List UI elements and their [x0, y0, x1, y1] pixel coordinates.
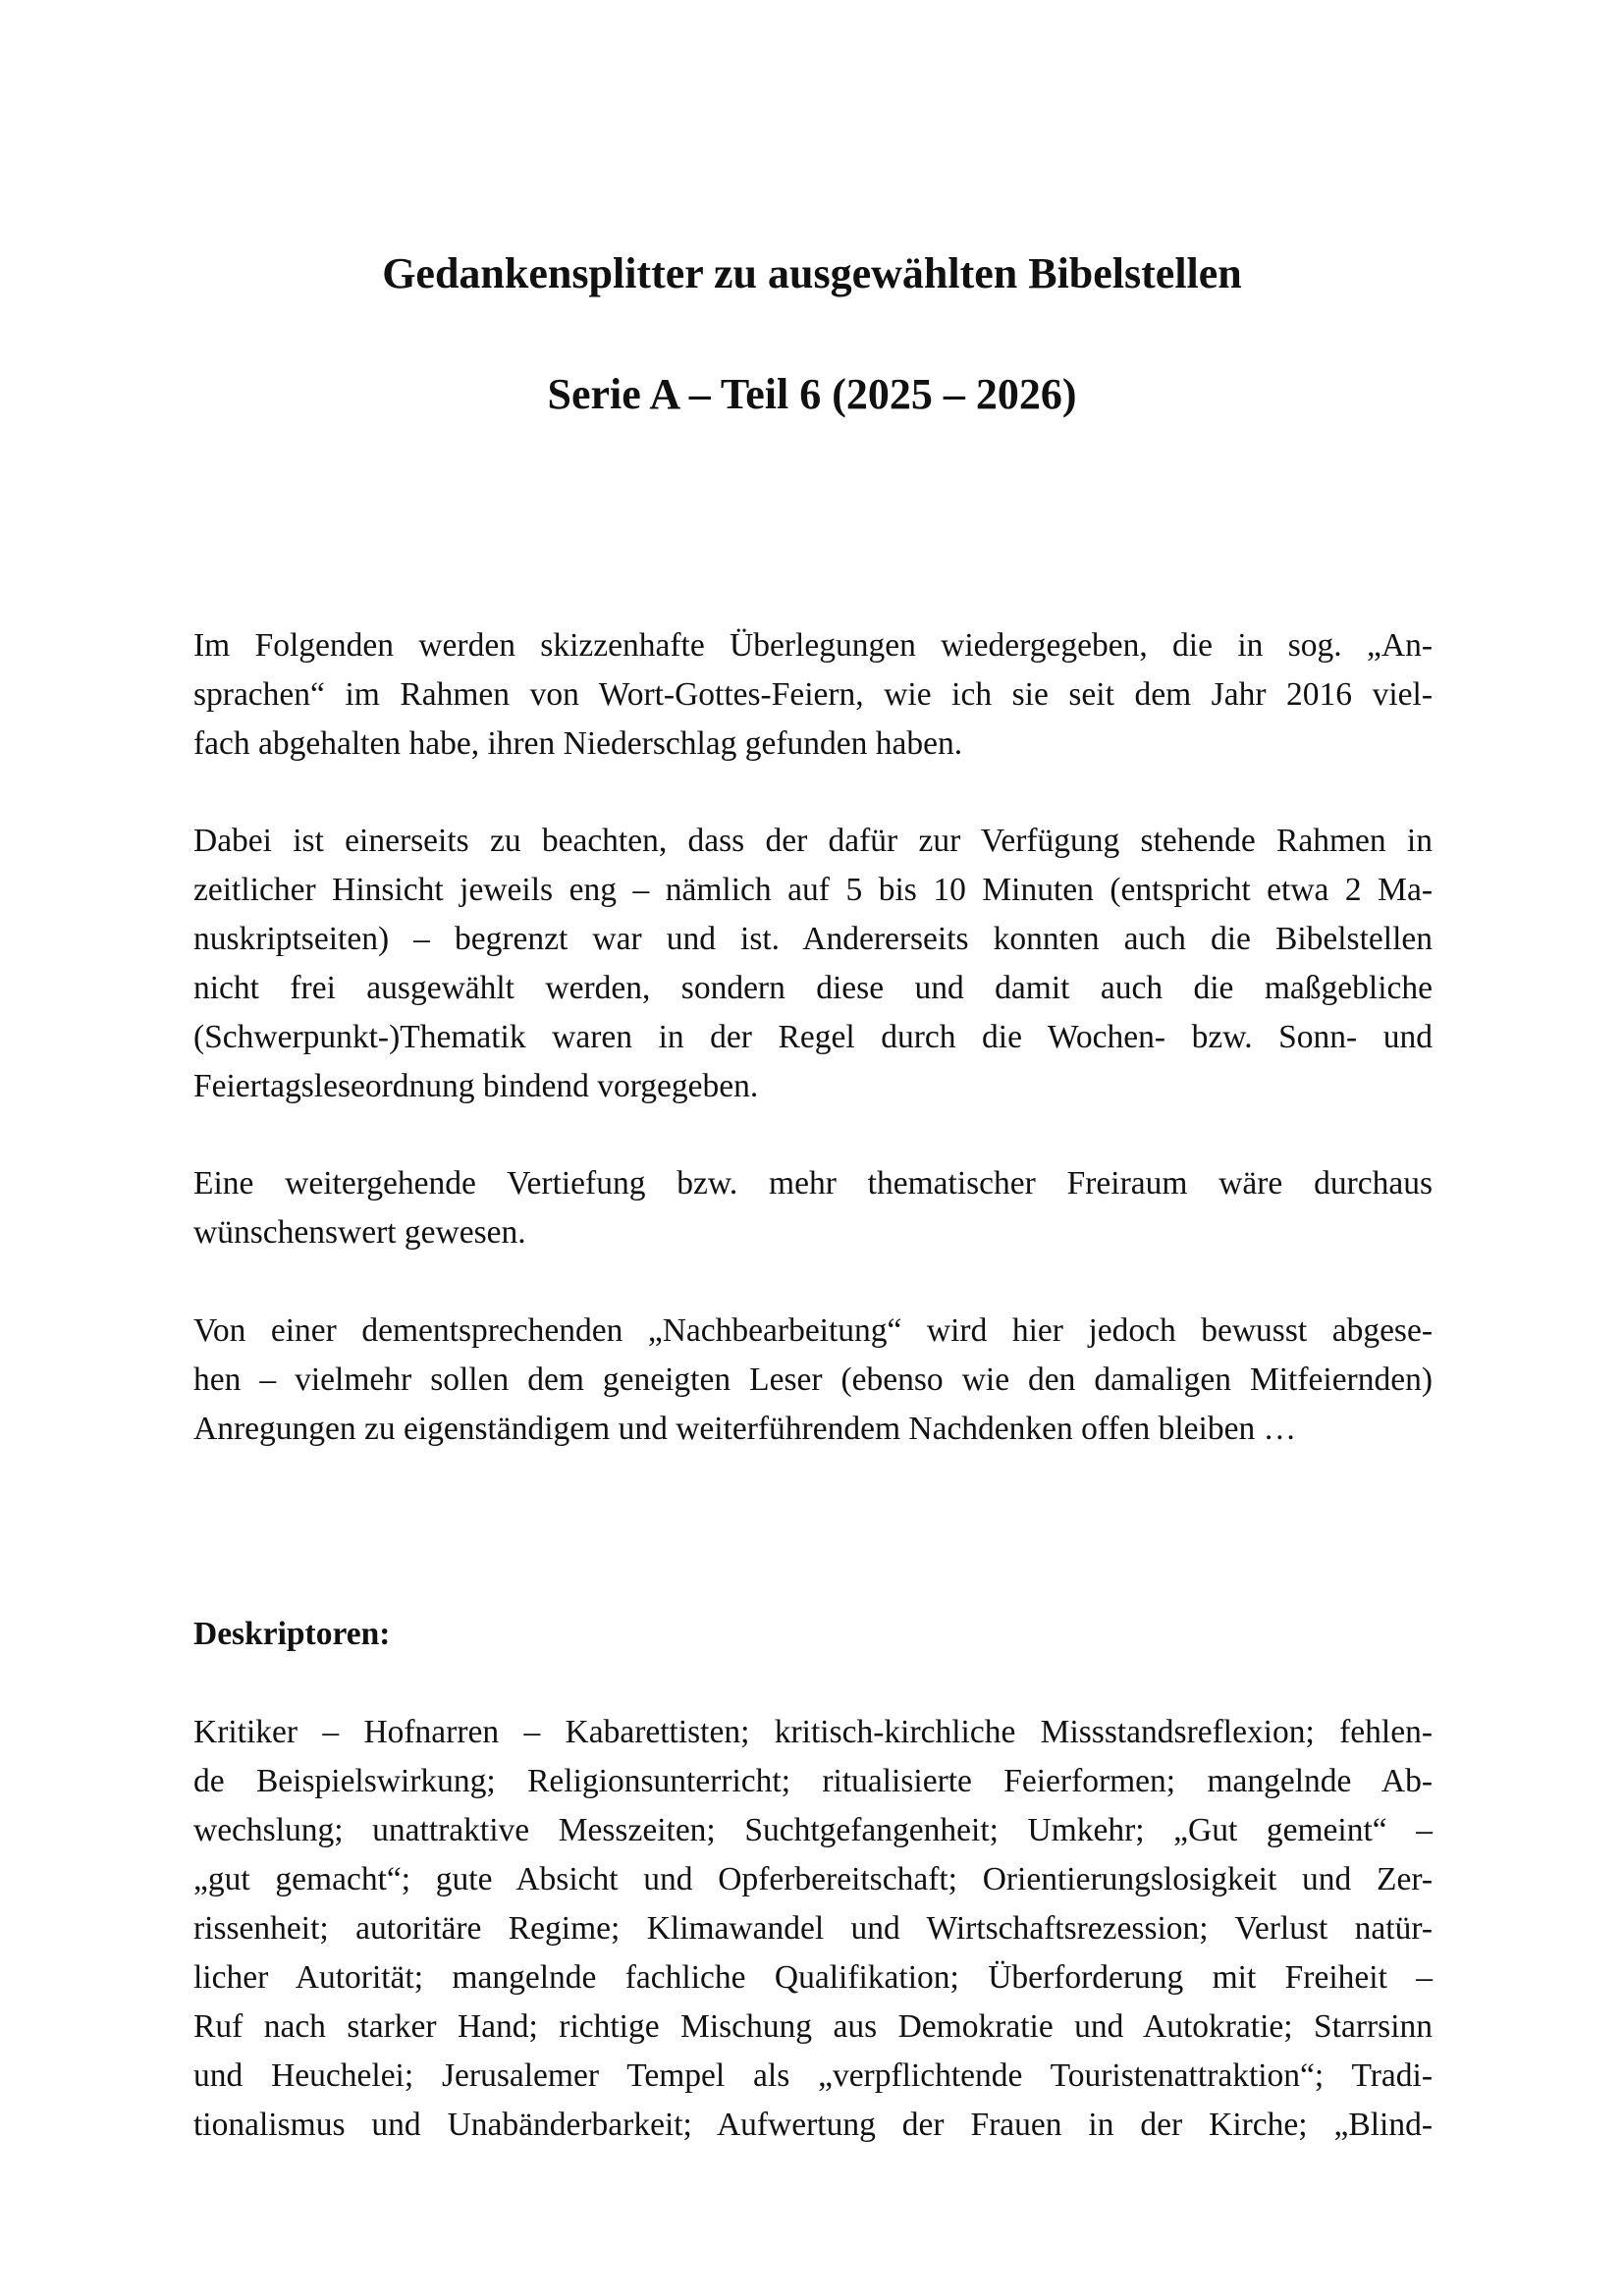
document-subtitle: Serie A – Teil 6 (2025 – 2026): [547, 370, 1077, 418]
paragraph-line: zeitlicher Hinsicht jeweils eng – nämlich auf 5 bis 10 Minuten (entspricht etwa 2 Ma-: [193, 872, 1433, 908]
paragraph-line: Feiertagsleseordnung bindend vorgegeben.: [193, 1068, 759, 1104]
descriptors-line: wechslung; unattraktive Messzeiten; Suchtgefangenheit; Umkehr; „Gut gemeint“ –: [193, 1812, 1433, 1848]
intro-paragraph-1: [193, 621, 1433, 769]
intro-paragraph-2: [193, 817, 1433, 1111]
paragraph-line: hen – vielmehr sollen dem geneigten Leser (ebenso wie den damaligen Mitfeiernden): [193, 1362, 1433, 1398]
intro-paragraph-3: [193, 1159, 1433, 1257]
descriptors-line: tionalismus und Unabänderbarkeit; Aufwertung der Frauen in der Kirche; „Blind-: [193, 2107, 1433, 2143]
paragraph-line: Von einer dementsprechenden „Nachbearbeitung“ wird hier jedoch bewusst abgese-: [193, 1312, 1433, 1349]
paragraph-line: Dabei ist einerseits zu beachten, dass der dafür zur Verfügung stehende Rahmen in: [193, 823, 1433, 859]
document-title: Gedankensplitter zu ausgewählten Bibelstellen: [382, 249, 1242, 297]
intro-paragraph-4: [193, 1307, 1433, 1454]
paragraph-line: wünschenswert gewesen.: [193, 1214, 526, 1251]
descriptors-paragraph: [193, 1708, 1433, 2150]
paragraph-line: (Schwerpunkt-)Thematik waren in der Regel durch die Wochen- bzw. Sonn- und: [193, 1019, 1433, 1055]
paragraph-line: Im Folgenden werden skizzenhafte Überlegungen wiedergegeben, die in sog. „An-: [193, 627, 1433, 664]
paragraph-line: sprachen“ im Rahmen von Wort-Gottes-Feiern, wie ich sie seit dem Jahr 2016 viel-: [193, 676, 1433, 713]
paragraph-line: fach abgehalten habe, ihren Niederschlag gefunden haben.: [193, 725, 963, 762]
paragraph-line: Anregungen zu eigenständigem und weiterführendem Nachdenken offen bleiben …: [193, 1411, 1297, 1447]
descriptors-line: rissenheit; autoritäre Regime; Klimawandel und Wirtschaftsrezession; Verlust natür-: [193, 1910, 1433, 1947]
descriptors-line: Ruf nach starker Hand; richtige Mischung aus Demokratie und Autokratie; Starrsinn: [193, 2008, 1433, 2045]
descriptors-line: licher Autorität; mangelnde fachliche Qualifikation; Überforderung mit Freiheit –: [193, 1959, 1433, 1996]
descriptors-line: und Heuchelei; Jerusalemer Tempel als „verpflichtende Touristenattraktion“; Tradi-: [193, 2057, 1433, 2094]
paragraph-line: nicht frei ausgewählt werden, sondern diese und damit auch die maßgebliche: [193, 970, 1433, 1006]
descriptors-line: de Beispielswirkung; Religionsunterricht; ritualisierte Feierformen; mangelnde Ab-: [193, 1763, 1433, 1799]
descriptors-line: „gut gemacht“; gute Absicht und Opferbereitschaft; Orientierungslosigkeit und Zer-: [193, 1861, 1433, 1897]
paragraph-line: Eine weitergehende Vertiefung bzw. mehr thematischer Freiraum wäre durchaus: [193, 1165, 1433, 1201]
descriptors-line: Kritiker – Hofnarren – Kabarettisten; kritisch-kirchliche Missstandsreflexion; fehlen-: [193, 1714, 1433, 1750]
paragraph-line: nuskriptseiten) – begrenzt war und ist. Andererseits konnten auch die Bibelstellen: [193, 921, 1433, 957]
descriptors-heading: Deskriptoren:: [193, 1616, 391, 1652]
